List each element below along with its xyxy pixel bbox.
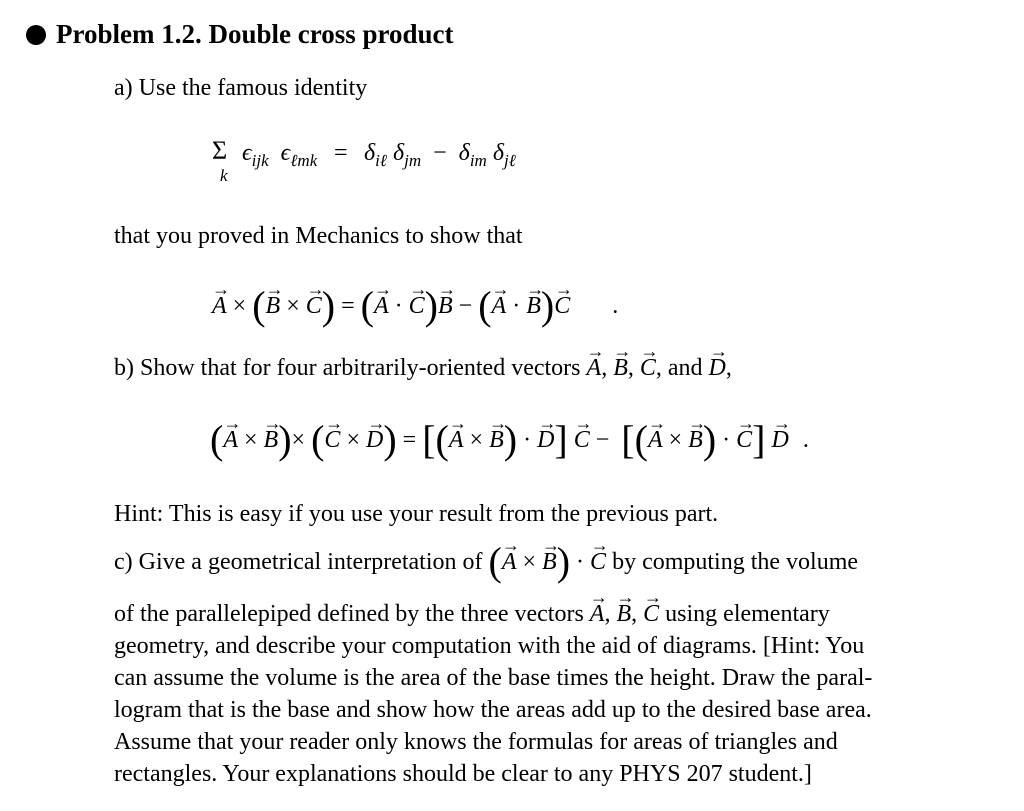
bac-cab-equation: → A × (→ B × → C) = (→ A · → C)→ B − (→ A · → B)→ C . [212,286,618,326]
part-c-line1: c) Give a geometrical interpretation of (→ A × → B) · → C by computing the volume [114,546,858,578]
problem-title-text: Problem 1.2. Double cross product [56,19,454,49]
identity-lhs: $\epsilon_{ijk}$ $\epsilon_{\ell mk}$ [242,140,318,170]
identity-rhs: $\delta_{i\ell}$ $\delta_{jm} - \delta_{im}$ $\delta_{j\ell}$ [364,140,516,170]
problem-title [26,16,454,52]
part-c-line6: Assume that your reader only knows the formulas for areas of triangles and [114,729,838,755]
part-b-intro: b) Show that for four arbitrarily-oriented vectors → A, → B, → C, and → D, [114,352,732,384]
identity-equals: = [334,140,348,166]
part-c-line2-prefix: of the parallelepiped defined by the three vectors [114,601,584,627]
part-b-intro-prefix: b) Show that for four arbitrarily-oriented vectors [114,355,581,381]
hint-text: Hint: This is easy if you use your result from the previous part. [114,501,719,527]
summation-index: k [220,166,228,185]
part-a-intro: a) Use the famous identity [114,75,368,101]
part-c-line5: logram that is the base and show how the areas add up to the desired base area. [114,697,872,723]
part-c-prefix: c) Give a geometrical interpretation of [114,549,483,575]
four-vector-equation: (→ A × → B)× (→ C × → D) = [(→ A × → B) · → D] → C − [(→ A × → B) · → C] → D . [210,420,809,460]
part-c-line7: rectangles. Your explanations should be clear to any PHYS 207 student.] [114,761,812,787]
summation-sign: Σ [212,136,228,165]
part-a-followup: that you proved in Mechanics to show that [114,223,523,249]
part-c-suffix: by computing the volume [612,549,859,575]
part-c-line3: geometry, and describe your computation with the aid of diagrams. [Hint: You [114,633,865,659]
part-c-line4: can assume the volume is the area of the base times the height. Draw the paral- [114,665,873,691]
bullet-icon [26,25,46,45]
part-b-and: and [667,355,703,381]
part-c-line2-suffix: using elementary [665,601,830,627]
part-c-line2: of the parallelepiped defined by the three vectors → A, → B, → C using elementary [114,598,830,630]
